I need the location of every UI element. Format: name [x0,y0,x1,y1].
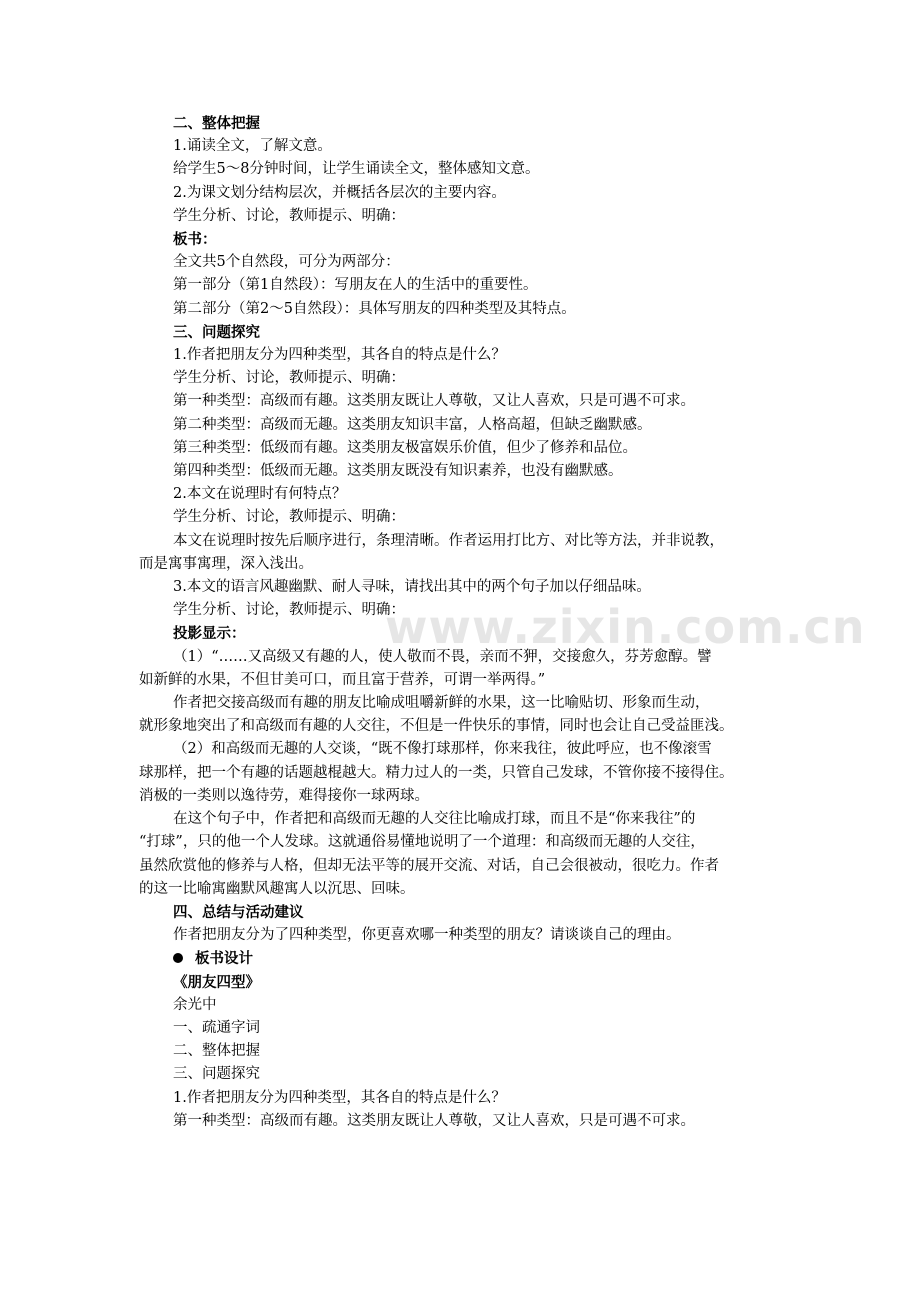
board-item: 三、问题探究 [173,1066,260,1083]
section-heading-overall: 二、整体把握 [173,115,260,132]
text-line: （1）“……又高级又有趣的人，使人敬而不畏，亲而不狎，交接愈久，芬芳愈醇。譬 [173,648,712,665]
text-line: 学生分析、讨论，教师提示、明确： [173,370,405,387]
text-line: 第一部分（第1自然段）：写朋友在人的生活中的重要性。 [173,277,538,294]
text-line: 学生分析、讨论，教师提示、明确： [173,207,405,224]
text-line: 就形象地突出了和高级而有趣的人交往，不但是一件快乐的事情，同时也会让自己受益匪浅。 [139,718,734,735]
document-body [139,112,787,1133]
text-line: 虽然欣赏他的修养与人格，但却无法平等的展开交流、对话，自己会很被动，很吃力。作者 [139,857,719,874]
board-design-label: 板书设计 [195,950,253,968]
text-line: 的这一比喻寓幽默风趣寓人以沉思、回味。 [139,880,415,897]
board-label: 板书： [173,231,217,249]
text-line: 1.作者把朋友分为四种类型，其各自的特点是什么？ [173,347,506,364]
board-item: 一、疏通字词 [173,1019,260,1036]
board-item: 第一种类型：高级而有趣。这类朋友既让人尊敬，又让人喜欢，只是可遇不可求。 [173,1112,695,1129]
text-line: 全文共5个自然段，可分为两部分： [173,254,400,271]
text-line: 消极的一类则以逸待劳，难得接你一球两球。 [139,787,429,804]
section-heading-summary: 四、总结与活动建议 [173,903,304,921]
filled-circle-icon [173,953,183,963]
text-line: 而是寓事寓理，深入浅出。 [139,555,313,572]
text-line: 第三种类型：低级而有趣。这类朋友极富娱乐价值，但少了修养和品位。 [173,439,637,456]
projection-label: 投影显示： [173,625,246,643]
section-heading-inquiry: 三、问题探究 [173,323,260,341]
text-line: 学生分析、讨论，教师提示、明确： [173,509,405,526]
text-line: （2）和高级而无趣的人交谈，“既不像打球那样，你来我往，彼此呼应，也不像滚雪 [173,741,712,758]
text-line: 第一种类型：高级而有趣。这类朋友既让人尊敬，又让人喜欢，只是可遇不可求。 [173,393,695,410]
text-line: 在这个句子中，作者把和高级而无趣的人交往比喻成打球，而且不是“你来我往”的 [173,811,696,828]
text-line: 球那样，把一个有趣的话题越棍越大。精力过人的一类，只管自己发球，不管你接不接得住。 [139,764,734,781]
text-line: 2.本文在说理时有何特点？ [173,486,347,503]
text-line: 1.诵读全文，了解文意。 [173,138,332,155]
text-line: “打球”，只的他一个人发球。这就通俗易懂地说明了一个道理：和高级而无趣的人交往， [139,834,705,851]
board-item: 二、整体把握 [173,1043,260,1060]
text-line: 第二种类型：高级而无趣。这类朋友知识丰富，人格高超，但缺乏幽默感。 [173,416,652,433]
text-line: 如新鲜的水果，不但甘美可口，而且富于营养，可谓一举两得。” [139,671,546,688]
board-author: 余光中 [173,996,217,1013]
text-line: 2.为课文划分结构层次，并概括各层次的主要内容。 [173,184,506,201]
text-line: 作者把朋友分为了四种类型，你更喜欢哪一种类型的朋友？请谈谈自己的理由。 [173,927,681,944]
text-line: 3.本文的语言风趣幽默、耐人寻味，请找出其中的两个句子加以仔细品味。 [173,579,651,596]
text-line: 学生分析、讨论，教师提示、明确： [173,602,405,619]
text-line: 给学生5～8分钟时间，让学生诵读全文，整体感知文意。 [173,161,540,178]
board-item: 1.作者把朋友分为四种类型，其各自的特点是什么？ [173,1089,506,1106]
text-line: 本文在说理时按先后顺序进行，条理清晰。作者运用打比方、对比等方法，并非说教， [173,532,724,549]
watermark: www.zixin.com.cn [385,600,866,654]
text-line: 第四种类型：低级而无趣。这类朋友既没有知识素养，也没有幽默感。 [173,463,623,480]
board-design-heading [139,947,787,970]
board-title: 《朋友四型》 [173,973,260,991]
text-line: 第二部分（第2～5自然段）：具体写朋友的四种类型及其特点。 [173,300,576,317]
text-line: 作者把交接高级而有趣的朋友比喻成咀嚼新鲜的水果，这一比喻贴切、形象而生动， [173,695,710,712]
